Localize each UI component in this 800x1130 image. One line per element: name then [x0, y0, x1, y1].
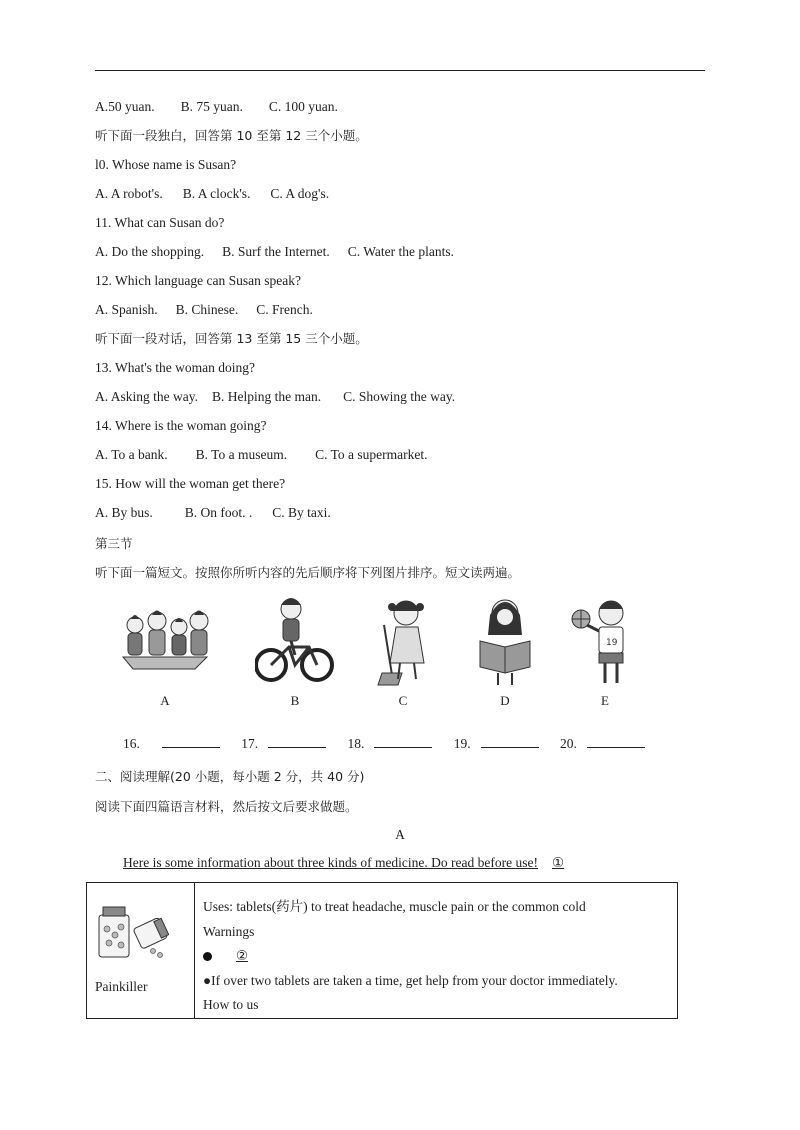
part2-instruction: 阅读下面四篇语言材料，然后按文后要求做题。: [95, 799, 358, 814]
medicine-warnings-label: Warnings: [203, 923, 255, 939]
answer-16-number: 16.: [123, 736, 140, 751]
q15-question: 15. How will the woman get there?: [95, 476, 286, 491]
girl-reading-icon: [470, 595, 540, 687]
q11-options: [95, 243, 454, 261]
medicine-warning-2: ●If over two tablets are taken a time, get help from your doctor immediately.: [203, 972, 618, 988]
header-rule: [95, 70, 705, 71]
q13-question: 13. What's the woman doing?: [95, 360, 256, 375]
q10-option-c: C. A dog's.: [270, 186, 330, 201]
picture-row: [100, 595, 660, 715]
q15-option-c: C. By taxi.: [272, 505, 331, 520]
q14-option-a: A. To a bank.: [95, 447, 168, 462]
answer-20[interactable]: [560, 735, 645, 752]
section3-instruction: 听下面一篇短文。按照你所听内容的先后顺序将下列图片排序。短文读两遍。: [95, 565, 521, 580]
picture-b-label: B: [290, 693, 300, 708]
answer-blanks: [123, 735, 663, 752]
section3-title: 第三节: [95, 536, 133, 551]
medicine-name-cell: [87, 883, 195, 1019]
q12-option-a: A. Spanish.: [95, 302, 158, 317]
answer-16[interactable]: [123, 735, 220, 752]
answer-18[interactable]: [348, 735, 433, 752]
passage-intro: [123, 855, 564, 871]
boy-basketball-icon: [567, 595, 643, 687]
q11-option-a: A. Do the shopping.: [95, 244, 205, 259]
picture-a: [115, 595, 215, 713]
q14-option-c: C. To a supermarket.: [315, 447, 428, 462]
answer-17-number: 17.: [241, 736, 259, 751]
medicine-name: Painkiller: [95, 979, 148, 994]
medicine-table: [86, 882, 678, 1019]
q11-option-b: B. Surf the Internet.: [222, 244, 330, 259]
picture-e-label: E: [601, 693, 609, 708]
q14-options: [95, 446, 428, 464]
picnic-family-icon: [115, 595, 215, 675]
answer-20-number: 20.: [560, 736, 577, 751]
q15-options: [95, 504, 331, 522]
q15-option-a: A. By bus.: [95, 505, 153, 520]
q9-options: [95, 98, 338, 116]
picture-a-label: A: [160, 693, 170, 708]
picture-c-label: C: [398, 693, 408, 708]
girl-sweeping-icon: [368, 595, 438, 687]
picture-d-label: D: [500, 693, 510, 708]
passage-intro-text: Here is some information about three kinds of medicine. Do read before use!: [123, 855, 538, 870]
passage-label: A: [395, 827, 405, 842]
answer-19[interactable]: [454, 735, 539, 752]
svg-text:19: 19: [606, 638, 618, 648]
medicine-warning-1: [203, 944, 677, 969]
q10-question: l0. Whose name is Susan?: [95, 157, 237, 172]
answer-17[interactable]: [241, 735, 326, 752]
q15-option-b: B. On foot. .: [184, 505, 253, 520]
q12-option-c: C. French.: [256, 302, 313, 317]
part2-title: 二、阅读理解(20 小题，每小题 2 分，共 40 分): [95, 769, 365, 784]
q14-question: 14. Where is the woman going?: [95, 418, 267, 433]
bullet-icon: [203, 952, 212, 961]
q10-options: [95, 185, 329, 203]
q10-option-a: A. A robot's.: [95, 186, 163, 201]
pill-bottle-icon: [97, 905, 169, 961]
section-intro-13-15: 听下面一段对话，回答第 13 至第 15 三个小题。: [95, 331, 368, 346]
passage-intro-marker: ①: [552, 855, 565, 870]
q11-question: 11. What can Susan do?: [95, 215, 225, 230]
q13-options: [95, 388, 455, 406]
q12-options: [95, 301, 313, 319]
q11-option-c: C. Water the plants.: [347, 244, 455, 259]
q14-option-b: B. To a museum.: [195, 447, 288, 462]
picture-e: [555, 595, 655, 713]
warning-blank-marker[interactable]: ②: [235, 948, 248, 963]
q12-question: 12. Which language can Susan speak?: [95, 273, 301, 288]
section-intro-10-12: 听下面一段独白，回答第 10 至第 12 三个小题。: [95, 128, 368, 143]
medicine-how-to-use: How to us: [203, 997, 259, 1012]
medicine-uses: Uses: tablets(药片) to treat headache, muscle pain or the common cold: [203, 899, 586, 914]
picture-c: [353, 595, 453, 713]
picture-d: [455, 595, 555, 713]
q13-option-b: B. Helping the man.: [212, 389, 322, 404]
answer-18-number: 18.: [347, 736, 365, 751]
q13-option-a: A. Asking the way.: [95, 389, 198, 404]
q9-option-c: C. 100 yuan.: [268, 99, 338, 114]
q10-option-b: B. A clock's.: [182, 186, 251, 201]
q13-option-c: C. Showing the way.: [343, 389, 456, 404]
answer-19-number: 19.: [453, 736, 471, 751]
medicine-info-cell: [195, 883, 678, 1019]
q9-option-b: B. 75 yuan.: [180, 99, 243, 114]
picture-b: [245, 595, 345, 713]
q9-option-a: A.50 yuan.: [95, 99, 155, 114]
boy-cycling-icon: [255, 595, 335, 687]
q12-option-b: B. Chinese.: [175, 302, 239, 317]
